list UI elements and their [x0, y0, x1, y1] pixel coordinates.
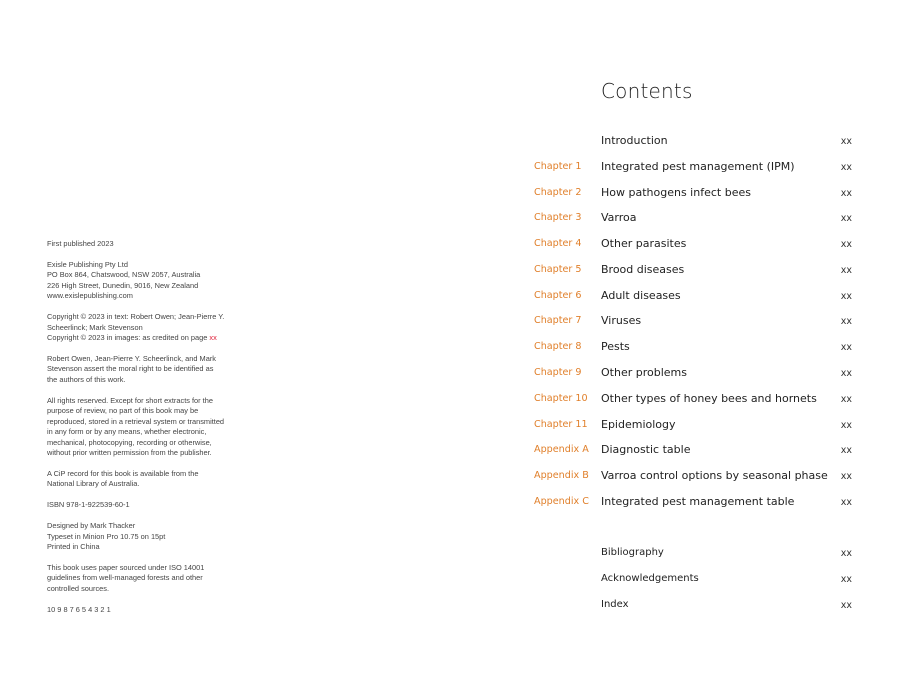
toc-entry-title: Bibliography: [601, 547, 664, 558]
paper-line-3: controlled sources.: [47, 583, 110, 593]
toc-entry-title: Index: [601, 599, 629, 610]
cip-line-2: National Library of Australia.: [47, 479, 140, 489]
toc-entry-introduction[interactable]: [534, 133, 852, 149]
toc-entry-label: Chapter 2: [534, 187, 582, 198]
toc-entry-page: xx: [840, 497, 852, 508]
toc-entry-title: Other types of honey bees and hornets: [601, 392, 817, 405]
toc-entry-chapter-6[interactable]: [534, 288, 852, 304]
rights-line-4: in any form or by any means, whether electronic,: [47, 427, 207, 437]
print-line-numbers: 10 9 8 7 6 5 4 3 2 1: [47, 604, 111, 614]
copyright-text-line-2: Scheerlinck; Mark Stevenson: [47, 322, 143, 332]
toc-entry-title: Brood diseases: [601, 263, 685, 276]
toc-entry-chapter-4[interactable]: [534, 236, 852, 252]
toc-entry-title: Integrated pest management (IPM): [601, 160, 795, 173]
toc-entry-chapter-8[interactable]: [534, 339, 852, 355]
toc-entry-appendix-b[interactable]: [534, 468, 852, 484]
toc-entry-page: xx: [840, 394, 852, 405]
toc-entry-page: xx: [840, 265, 852, 276]
cip-record: [47, 469, 247, 490]
toc-entry-page: xx: [840, 471, 852, 482]
design-line-1: Designed by Mark Thacker: [47, 521, 136, 531]
toc-entry-page: xx: [840, 548, 852, 559]
contents-title: Contents: [601, 79, 693, 103]
toc-entry-chapter-10[interactable]: [534, 391, 852, 407]
rights-line-3: reproduced, stored in a retrieval system or transmitted: [47, 416, 225, 426]
toc-entry-label: Chapter 7: [534, 315, 582, 326]
moral-rights-line-2: Stevenson assert the moral right to be identified as: [47, 364, 214, 374]
rights-line-1: All rights reserved. Except for short extracts for the: [47, 395, 213, 405]
toc-entry-title: Pests: [601, 340, 630, 353]
copyright-images-page: xx: [209, 333, 217, 343]
rights-line-2: purpose of review, no part of this book may be: [47, 406, 199, 416]
toc-entry-label: Appendix C: [534, 496, 589, 507]
rights-line-5: mechanical, photocopying, recording or otherwise,: [47, 437, 212, 447]
toc-entry-title: How pathogens infect bees: [601, 186, 751, 199]
toc-entry-chapter-5[interactable]: [534, 262, 852, 278]
toc-entry-title: Varroa: [601, 211, 637, 224]
toc-entry-chapter-11[interactable]: [534, 417, 852, 433]
toc-entry-chapter-7[interactable]: [534, 313, 852, 329]
copyright-text-line-1: Copyright © 2023 in text: Robert Owen; Jean-Pierre Y.: [47, 312, 225, 322]
toc-entry-page: xx: [840, 420, 852, 431]
first-published-line: First published 2023: [47, 239, 114, 248]
toc-entry-label: Chapter 10: [534, 393, 588, 404]
toc-entry-chapter-1[interactable]: [534, 159, 852, 175]
isbn: [47, 500, 247, 510]
toc-entry-page: xx: [840, 136, 852, 147]
paper-line-1: This book uses paper sourced under ISO 14001: [47, 562, 205, 572]
cip-line-1: A CiP record for this book is available from the: [47, 468, 199, 478]
toc-entry-page: xx: [840, 291, 852, 302]
rights-reserved: [47, 396, 247, 459]
toc-entry-label: Chapter 11: [534, 419, 588, 430]
toc-entry-label: Chapter 3: [534, 212, 582, 223]
moral-rights-line-3: the authors of this work.: [47, 374, 126, 384]
toc-entry-acknowledgements[interactable]: [534, 571, 852, 587]
toc-entry-page: xx: [840, 600, 852, 611]
toc-entry-page: xx: [840, 445, 852, 456]
copyright-block: [47, 312, 247, 343]
publisher-name: Exisle Publishing Pty Ltd: [47, 259, 128, 269]
toc-entry-label: Chapter 8: [534, 341, 582, 352]
toc-entry-label: Chapter 1: [534, 161, 582, 172]
toc-entry-title: Other parasites: [601, 237, 687, 250]
toc-entry-label: Chapter 4: [534, 238, 582, 249]
first-published: [47, 239, 247, 249]
toc-entry-appendix-c[interactable]: [534, 494, 852, 510]
toc-entry-index[interactable]: [534, 597, 852, 613]
toc-entry-page: xx: [840, 342, 852, 353]
toc-entry-title: Adult diseases: [601, 289, 681, 302]
toc-entry-title: Viruses: [601, 314, 642, 327]
toc-entry-page: xx: [840, 574, 852, 585]
moral-rights-line-1: Robert Owen, Jean-Pierre Y. Scheerlinck, and Mark: [47, 353, 216, 363]
toc-entry-appendix-a[interactable]: [534, 442, 852, 458]
toc-entry-page: xx: [840, 162, 852, 173]
toc-entry-page: xx: [840, 368, 852, 379]
publisher-website: www.exislepublishing.com: [47, 291, 133, 301]
publisher-address-nz: 226 High Street, Dunedin, 9016, New Zealand: [47, 280, 199, 290]
toc-entry-title: Other problems: [601, 366, 687, 379]
toc-entry-label: Appendix B: [534, 470, 589, 481]
toc-entry-page: xx: [840, 213, 852, 224]
toc-entry-label: Chapter 5: [534, 264, 582, 275]
paper-line-2: guidelines from well-managed forests and other: [47, 573, 203, 583]
moral-rights: [47, 354, 247, 385]
toc-entry-title: Varroa control options by seasonal phase: [601, 469, 828, 482]
copyright-images-text: Copyright © 2023 in images: as credited on page: [47, 333, 210, 343]
publisher-block: [47, 260, 247, 302]
paper-notice: [47, 563, 247, 594]
toc-entry-label: Appendix A: [534, 444, 589, 455]
publisher-address-au: PO Box 864, Chatswood, NSW 2057, Australia: [47, 270, 201, 280]
toc-entry-page: xx: [840, 239, 852, 250]
toc-entry-title: Diagnostic table: [601, 443, 691, 456]
design-line-2: Typeset in Minion Pro 10.75 on 15pt: [47, 531, 166, 541]
copyright-images: [47, 333, 247, 343]
rights-line-6: without prior written permission from the publisher.: [47, 448, 212, 457]
toc-entry-label: Chapter 6: [534, 290, 582, 301]
design-credits: [47, 521, 247, 552]
toc-entry-chapter-3[interactable]: [534, 210, 852, 226]
toc-entry-title: Acknowledgements: [601, 573, 699, 584]
toc-entry-title: Epidemiology: [601, 418, 676, 431]
copyright-page: [47, 239, 247, 626]
toc-entry-bibliography[interactable]: [534, 545, 852, 561]
toc-entry-page: xx: [840, 188, 852, 199]
print-line: [47, 605, 247, 615]
toc-entry-label: Chapter 9: [534, 367, 582, 378]
toc-entry-page: xx: [840, 316, 852, 327]
toc-entry-title: Introduction: [601, 134, 668, 147]
toc-entry-chapter-2[interactable]: [534, 185, 852, 201]
isbn-line: ISBN 978-1-922539-60-1: [47, 500, 130, 510]
toc-entry-title: Integrated pest management table: [601, 495, 795, 508]
design-line-3: Printed in China: [47, 542, 100, 552]
toc-entry-chapter-9[interactable]: [534, 365, 852, 381]
